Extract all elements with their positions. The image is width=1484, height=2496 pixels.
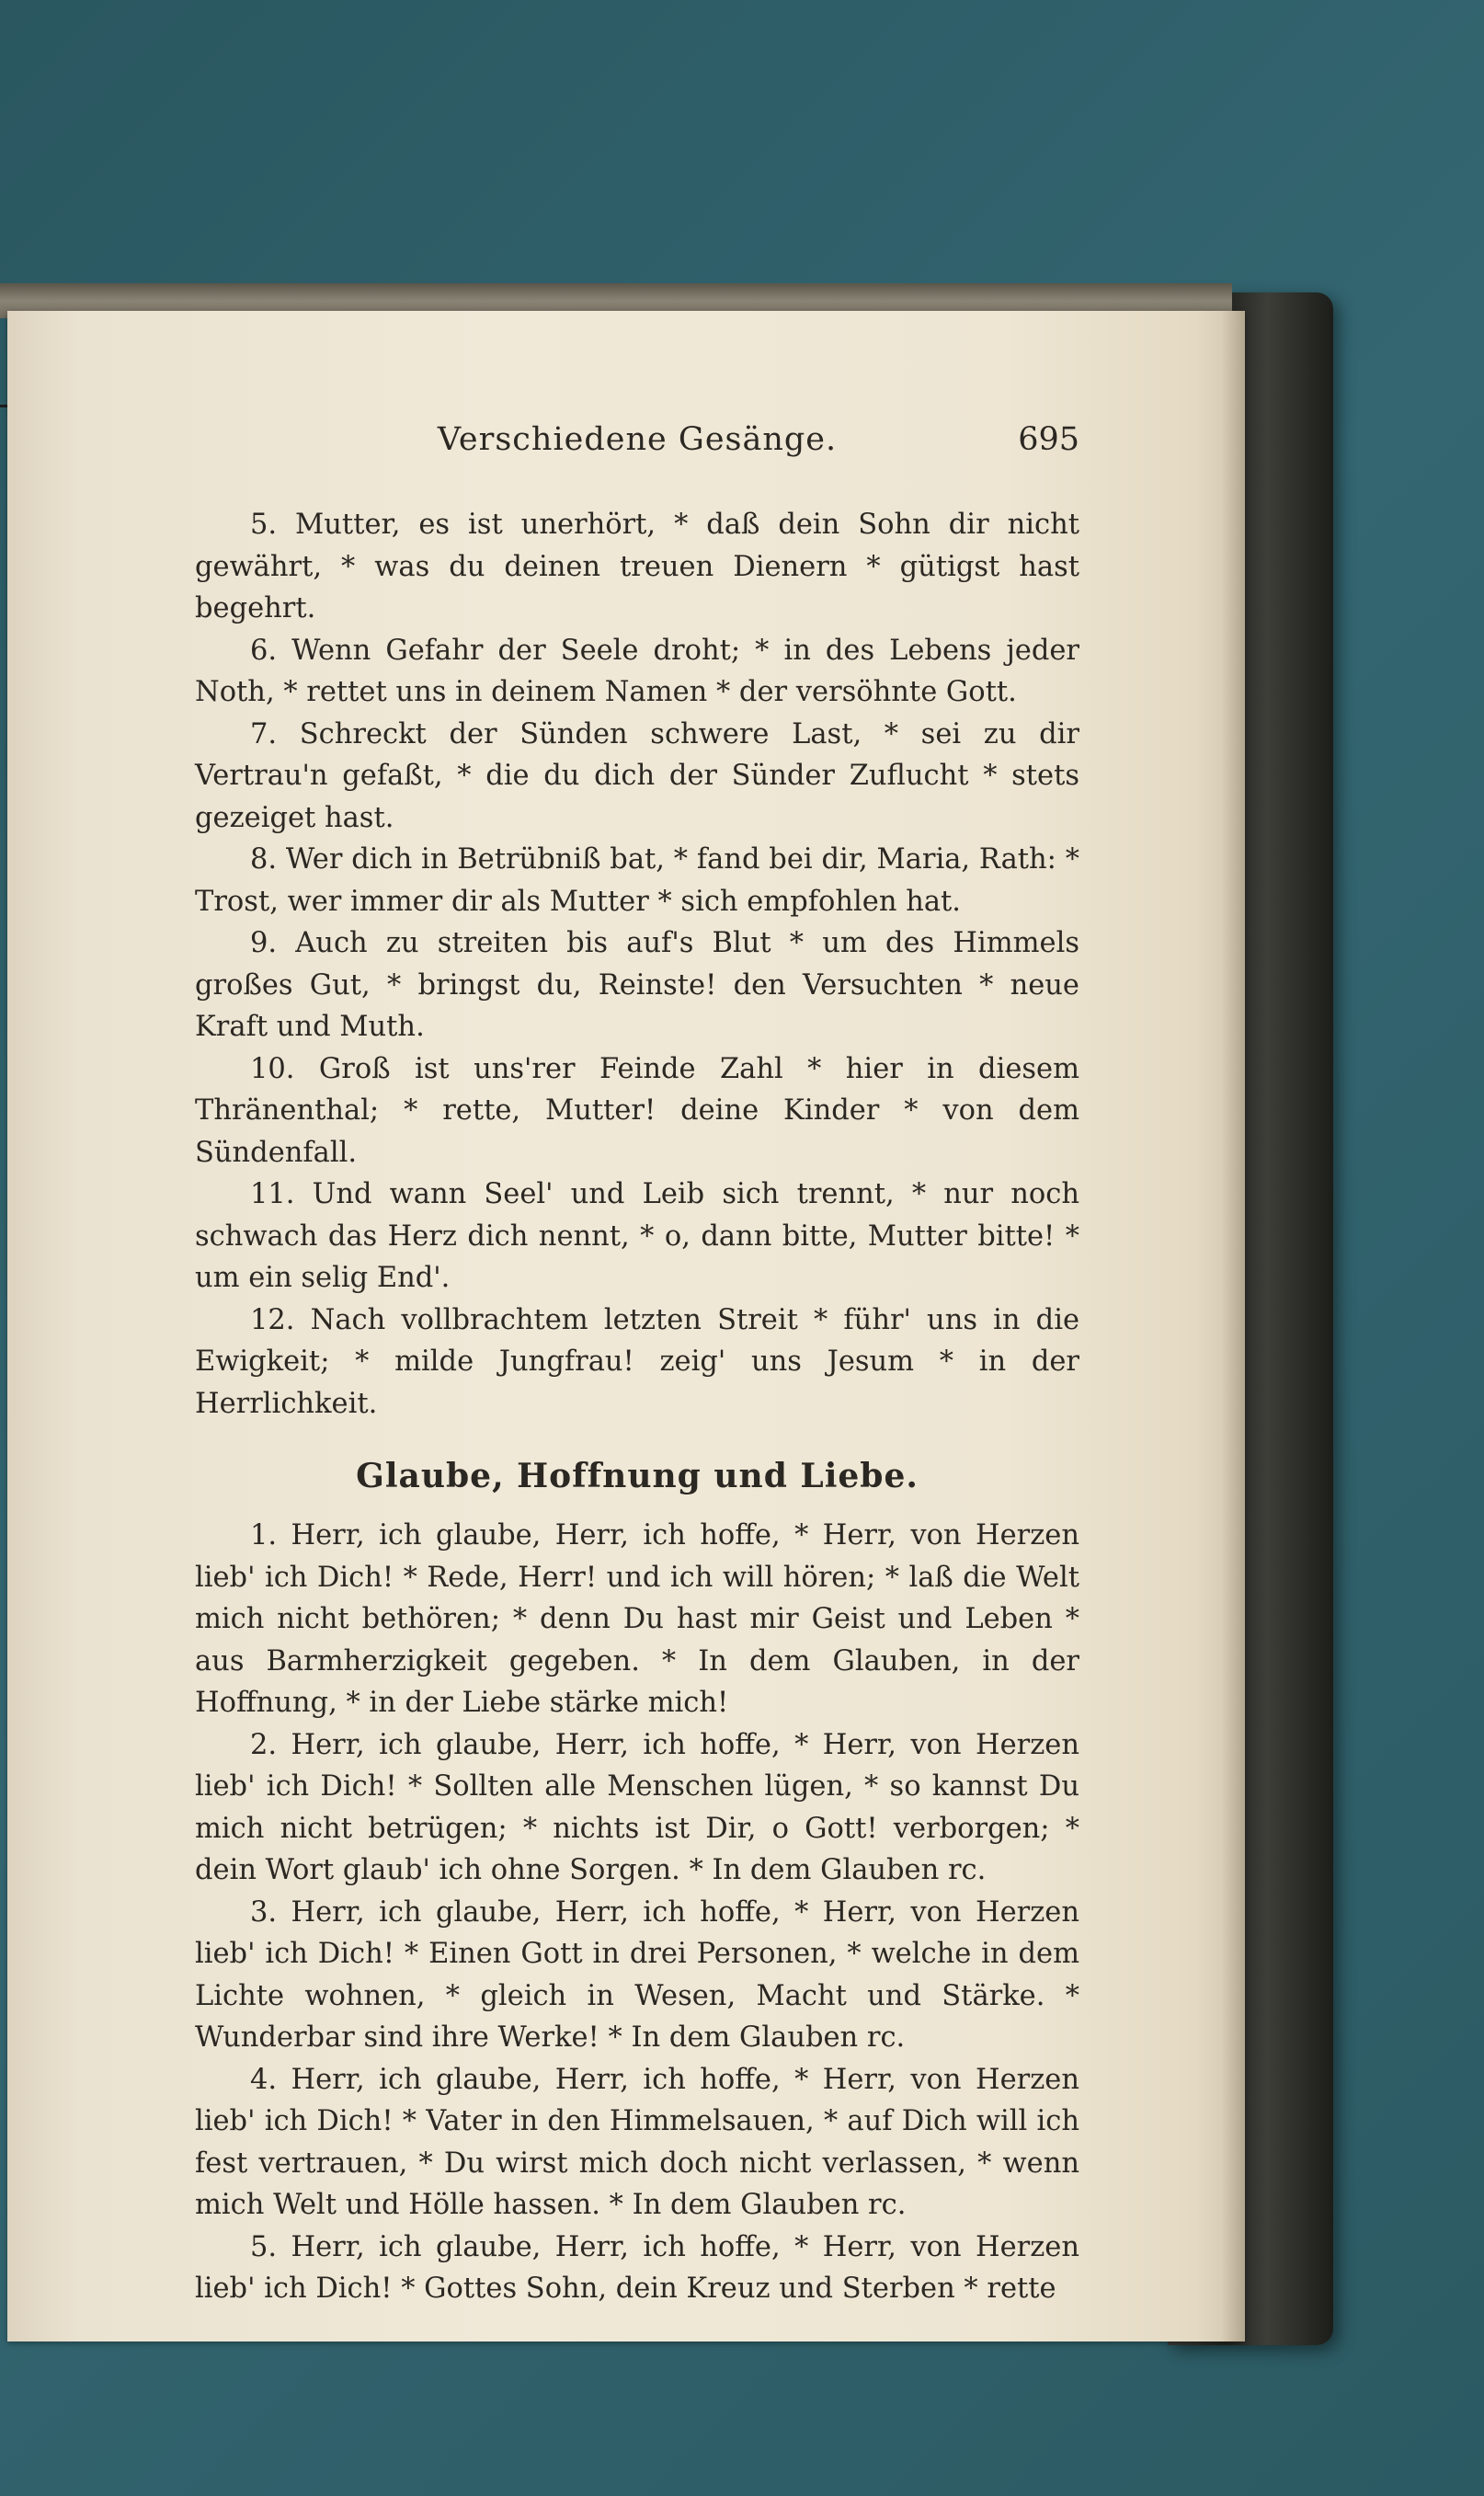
hymn-verse-5: 5. Herr, ich glaube, Herr, ich hoffe, * Herr, von Herzen lieb' ich Dich! * Gottes Sohn, dein Kreuz und Sterben * rette (195, 2230, 1079, 2305)
hymn-verse-1: 1. Herr, ich glaube, Herr, ich hoffe, * Herr, von Herzen lieb' ich Dich! * Rede, Herr! und ich will hören; * laß die Welt mich nicht bethören; * denn Du hast mir Geist und Leben * aus Barmherzigkeit gegeben. * In dem Glauben, in der Hoffnung, * in der Liebe stärke mich! (195, 1519, 1079, 1719)
litany-verse-6: 6. Wenn Gefahr der Seele droht; * in des Lebens jeder Noth, * rettet uns in deinem Namen * der versöhnte Gott. (195, 634, 1079, 708)
litany-verse-7: 7. Schreckt der Sünden schwere Last, * sei zu dir Vertrau'n gefaßt, * die du dich der Sünder Zuflucht * stets gezeiget hast. (195, 717, 1079, 834)
litany-verse-5: 5. Mutter, es ist unerhört, * daß dein Sohn dir nicht gewährt, * was du deinen treuen Dienern * gütigst hast begehrt. (195, 509, 1079, 624)
section-heading: Glaube, Hoffnung und Liebe. (356, 1457, 919, 1495)
margin-mark (0, 405, 7, 407)
hymn-verse-3: 3. Herr, ich glaube, Herr, ich hoffe, * Herr, von Herzen lieb' ich Dich! * Einen Gott in drei Personen, * welche in dem Lichte wohnen, * gleich in Wesen, Macht und Stärke. * Wunderbar sind ihre Werke! * In dem Glauben rc. (195, 1895, 1079, 2054)
running-head (195, 421, 1079, 476)
litany-verse-10: 10. Groß ist uns'rer Feinde Zahl * hier in diesem Thränenthal; * rette, Mutter! deine Kinder * von dem Sündenfall. (195, 1052, 1079, 1169)
litany-verse-9: 9. Auch zu streiten bis auf's Blut * um des Himmels großes Gut, * bringst du, Reinste! den Versuchten * neue Kraft und Muth. (195, 927, 1079, 1043)
book-page (7, 311, 1245, 2341)
page-edge-shadow (1221, 311, 1245, 2341)
litany-verse-8: 8. Wer dich in Betrübniß bat, * fand bei dir, Maria, Rath: * Trost, wer immer dir als Mutter * sich empfohlen hat. (195, 843, 1079, 918)
running-title: Verschiedene Gesänge. (437, 421, 838, 458)
litany-verse-11: 11. Und wann Seel' und Leib sich trennt, * nur noch schwach das Herz dich nennt, * o, dann bitte, Mutter bitte! * um ein selig End'. (195, 1178, 1079, 1294)
hymn-verse-2: 2. Herr, ich glaube, Herr, ich hoffe, * Herr, von Herzen lieb' ich Dich! * Sollten alle Menschen lügen, * so kannst Du mich nicht betrügen; * nichts ist Dir, o Gott! verborgen; * dein Wort glaub' ich ohne Sorgen. * In dem Glauben rc. (195, 1728, 1079, 1886)
hymn-verse-4: 4. Herr, ich glaube, Herr, ich hoffe, * Herr, von Herzen lieb' ich Dich! * Vater in den Himmelsauen, * auf Dich will ich fest vertrauen, * Du wirst mich doch nicht verlassen, * wenn mich Welt und Hölle hassen. * In dem Glauben rc. (195, 2063, 1079, 2221)
text-block (195, 421, 1079, 2310)
page-number: 695 (1018, 421, 1079, 458)
litany-verse-12: 12. Nach vollbrachtem letzten Streit * führ' uns in die Ewigkeit; * milde Jungfrau! zeig' uns Jesum * in der Herrlichkeit. (195, 1303, 1079, 1420)
